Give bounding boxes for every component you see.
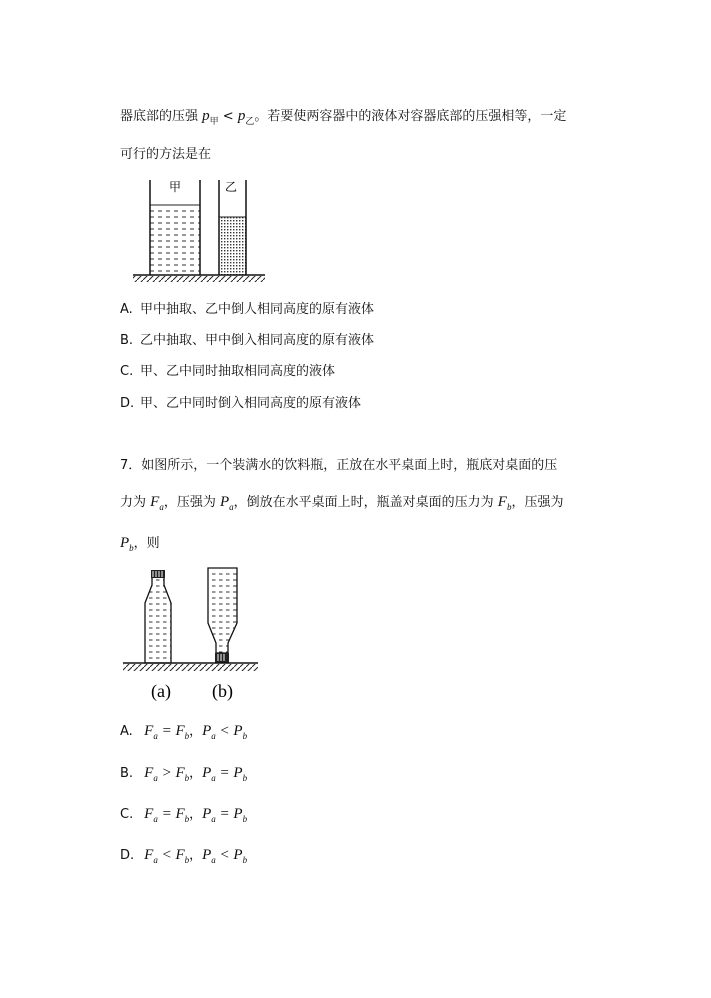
q7-text-line-1: 7．如图所示，一个装满水的饮料瓶，正放在水平桌面上时，瓶底对桌面的压 <box>120 458 558 473</box>
q6-option-a[interactable]: A. 甲中抽取、乙中倒人相同高度的原有液体 <box>120 302 375 317</box>
less-than-sign: < <box>218 109 238 124</box>
label-yi: 乙 <box>225 180 238 194</box>
q6-option-b[interactable]: B. 乙中抽取、甲中倒入相同高度的原有液体 <box>120 333 375 348</box>
q7-option-b[interactable]: B. $F_a > F_b$，$P_a = P_b$ <box>120 765 248 783</box>
q6-text-line-2: 可行的方法是在 <box>120 147 212 162</box>
q7-option-d[interactable]: D. $F_a < F_b$，$P_a < P_b$ <box>120 847 248 865</box>
pressure-b-symbol: $P_b$ <box>120 535 134 553</box>
label-a: (a) <box>151 681 171 701</box>
bottle-b <box>208 568 237 653</box>
force-a-symbol: $F_a$ <box>150 494 164 512</box>
ground-hatch-2 <box>123 664 258 671</box>
p-jia-symbol: $p_甲$ <box>202 108 219 126</box>
q7-text-line-2: 力为 $F_a$，压强为 $P_a$，倒放在水平桌面上时，瓶盖对桌面的压力为 $F_b$，压强为 <box>120 494 564 512</box>
p-yi-symbol: $p_乙$ <box>237 108 255 126</box>
q6-line1-pre: 器底部的压强 <box>120 109 203 124</box>
q6-option-c[interactable]: C. 甲、乙中同时抽取相同高度的液体 <box>120 364 336 379</box>
q7-bottles-figure <box>120 565 265 705</box>
q7-option-c[interactable]: C. $F_a = F_b$，$P_a = P_b$ <box>120 806 248 824</box>
q7-option-a[interactable]: A. $F_a = F_b$，$P_a < P_b$ <box>120 723 248 741</box>
q6-option-d[interactable]: D. 甲、乙中同时倒入相同高度的原有液体 <box>120 396 362 411</box>
ground-hatch <box>133 276 265 282</box>
pressure-a-symbol: $P_a$ <box>219 494 234 512</box>
q6-text-line-1 <box>120 107 566 130</box>
jia-liquid <box>150 205 200 275</box>
label-jia: 甲 <box>169 180 182 194</box>
bottle-a <box>145 577 171 663</box>
bottle-b-cap <box>215 653 229 663</box>
q6-line1-post: 。若要使两容器中的液体对容器底部的压强相等，一定 <box>254 109 567 124</box>
yi-liquid <box>219 217 246 275</box>
label-b: (b) <box>212 681 233 701</box>
q6-containers-figure <box>125 172 270 287</box>
q7-text-line-3: $P_b$，则 <box>120 535 160 553</box>
force-b-symbol: $F_b$ <box>497 494 512 512</box>
